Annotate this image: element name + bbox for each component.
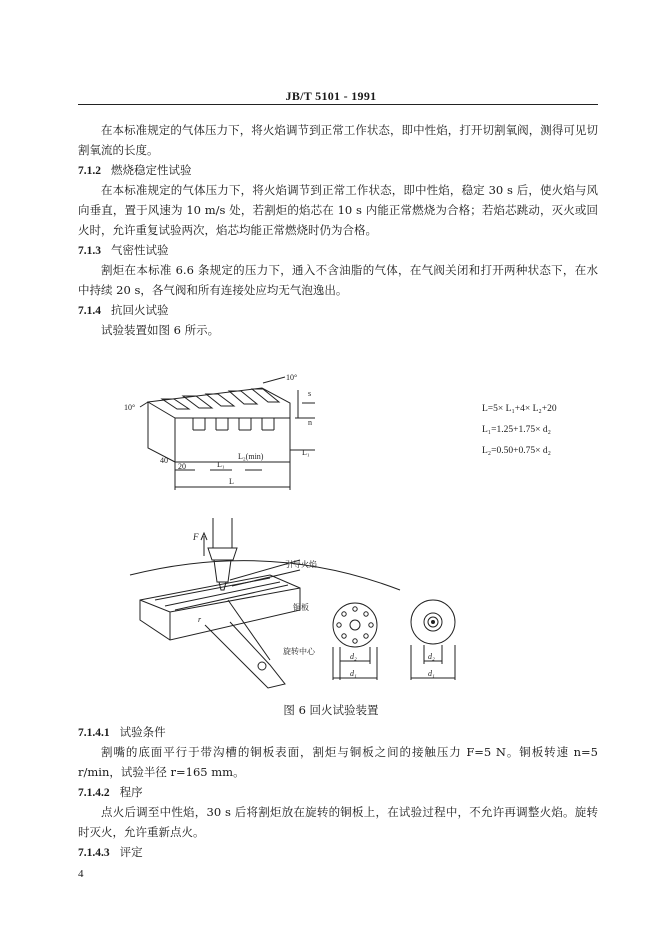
label-angle-left: 10° xyxy=(124,403,136,412)
formula-L2: L₂=0.50+0.75× d₂ xyxy=(482,446,551,456)
paragraph: 试验装置如图 6 所示。 xyxy=(101,323,220,337)
grooved-copper-block xyxy=(140,377,315,490)
label-angle-top: 10° xyxy=(286,373,298,382)
label-dim-L1b: L₁ xyxy=(302,448,310,457)
figure-caption: 图 6 回火试验装置 xyxy=(283,703,379,717)
label-d1-left: d₁ xyxy=(350,669,357,678)
section-number: 7.1.3 xyxy=(78,245,101,257)
section-number: 7.1.4.3 xyxy=(78,847,110,859)
label-dim-20: 20 xyxy=(178,462,186,471)
nozzle-end-view-right xyxy=(411,600,455,680)
section-title: 评定 xyxy=(119,845,143,859)
section-number: 7.1.4.2 xyxy=(78,787,110,799)
label-d2-right: d₂ xyxy=(428,652,435,661)
paragraph: 割嘴的底面平行于带沟槽的铜板表面，割炬与铜板之间的接触压力 F=5 N。铜板转速 n=5 r/min，试验半径 r=165 mm。 xyxy=(78,745,598,779)
label-force: F xyxy=(193,532,199,542)
page-number: 4 xyxy=(78,868,84,880)
label-dim-left: 40 xyxy=(160,456,168,465)
label-radius: r xyxy=(198,615,202,624)
paragraph: 割炬在本标准 6.6 条规定的压力下，通入不含油脂的气体，在气阀关闭和打开两种状态下，在水中持续 20 s，各气阀和所有连接处应均无气泡逸出。 xyxy=(78,263,598,297)
formula-L: L=5× L₁+4× L₂+20 xyxy=(482,404,557,414)
paragraph: 在本标准规定的气体压力下，将火焰调节到正常工作状态，即中性焰，稳定 30 s 后，使火焰与风向垂直，置于风速为 10 m/s 处，若割炬的焰芯在 10 s 内能正常燃烧为合格；若焰芯跳动，灭火或回火时，允许重复试验两次，焰芯均能正常燃烧时仍为合格。 xyxy=(78,183,598,237)
section-title: 程序 xyxy=(119,785,143,799)
label-rotation-center: 旋转中心 xyxy=(283,647,315,656)
label-d1-right: d₁ xyxy=(428,669,435,678)
section-title: 抗回火试验 xyxy=(111,303,169,317)
page-header: JB/T 5101 - 1991 xyxy=(285,89,377,103)
section-heading xyxy=(78,842,598,863)
formula-L1: L₁=1.25+1.75× d₂ xyxy=(482,425,551,435)
label-dim-h1: s xyxy=(308,389,312,398)
section-title: 燃烧稳定性试验 xyxy=(111,163,192,177)
label-pilot-flame: 引导火焰 xyxy=(285,560,317,569)
section-number: 7.1.2 xyxy=(78,165,101,177)
section-title: 试验条件 xyxy=(119,725,166,739)
label-dim-h2: n xyxy=(308,418,312,427)
label-dim-L: L xyxy=(229,477,234,486)
section-heading xyxy=(78,722,598,743)
section-title: 气密性试验 xyxy=(111,243,169,257)
label-d2-left: d₂ xyxy=(350,652,357,661)
section-number: 7.1.4.1 xyxy=(78,727,110,739)
paragraph: 在本标准规定的气体压力下，将火焰调节到正常工作状态，即中性焰，打开切割氧阀，测得可见切割氧流的长度。 xyxy=(78,123,598,157)
section-heading xyxy=(78,782,598,803)
section-number: 7.1.4 xyxy=(78,305,101,317)
label-dim-L2min: L₂(min) xyxy=(238,452,264,461)
label-copper-plate: 铜板 xyxy=(293,603,309,612)
paragraph: 点火后调至中性焰，30 s 后将割炬放在旋转的铜板上，在试验过程中，不允许再调整火焰。旋转时灭火，允许重新点火。 xyxy=(78,805,598,839)
label-dim-L1: L₁ xyxy=(217,460,225,469)
